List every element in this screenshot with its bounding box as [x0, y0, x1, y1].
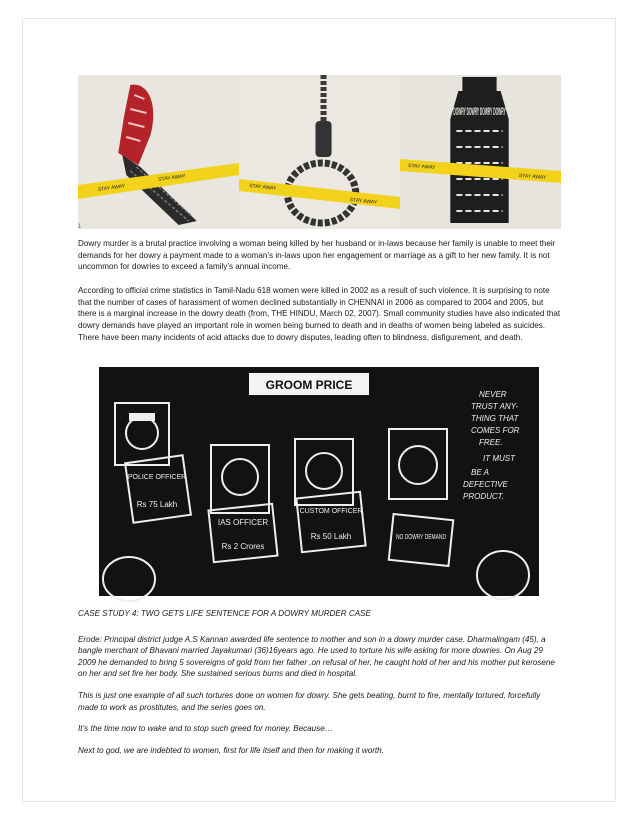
sign-line-4: COMES FOR: [471, 426, 520, 435]
tape-text-6: STAY AWAY: [518, 173, 547, 181]
sign-line-8: DEFECTIVE: [463, 480, 508, 489]
sign-line-9: PRODUCT.: [463, 492, 505, 501]
image-caption-mark: 1: [78, 224, 82, 230]
groom-price-banner: GROOM PRICE: [265, 378, 353, 392]
case-study-heading: CASE STUDY 4: TWO GETS LIFE SENTENCE FOR A DOWRY MURDER CASE: [78, 609, 371, 618]
tape-text-2: STAY AWAY: [157, 173, 186, 183]
sign-line-7: BE A: [471, 468, 489, 477]
case-study-paragraph-2: This is just one example of all such tortures done on women for dowry. She gets beating, burnt to fire, mentally tortured, forcefully made to work as prostitutes, and the series goes on.: [78, 690, 541, 712]
sign-line-3: THING THAT: [471, 414, 519, 423]
tape-text-3: STAY AWAY: [248, 183, 277, 192]
custom-officer-label: CUSTOM OFFICER: [299, 508, 363, 515]
ias-officer-label: IAS OFFICER: [217, 518, 269, 527]
case-study: [78, 608, 562, 766]
article-body: [78, 238, 562, 356]
police-officer-price: Rs 75 Lakh: [136, 500, 178, 509]
bottle-panel: [400, 75, 561, 229]
anti-dowry-banner-image: [78, 75, 561, 229]
tape-text-1: STAY AWAY: [97, 183, 126, 193]
sign-line-5: FREE.: [479, 438, 503, 447]
groom-price-illustration: [99, 367, 539, 596]
custom-officer-price: Rs 50 Lakh: [310, 532, 352, 541]
case-study-paragraph-4: Next to god, we are indebted to women, first for life itself and then for making it worth.: [78, 745, 384, 755]
statistics-paragraph: According to official crime statistics in Tamil-Nadu 618 women were killed in 2002 as a result of such violence. It is surprising to note that the number of cases of harassment of women declined substantially in CHENNAI in 2006 as compared to 2004 and 2005, but there is a marginal increase in the dowry death (from, THE HINDU, March 02, 2007). Small community studies have also indicated that dowry demands have played an important role in women being burned to death and in deaths of women being labeled as suicides. There have been many incidents of acid attacks due to dowry disputes, leading often to blindness, disfigurement, and death.: [78, 286, 561, 342]
knife-panel: [78, 75, 239, 229]
knife-illustration: [78, 75, 239, 229]
intro-paragraph: Dowry murder is a brutal practice involving a woman being killed by her husband or in-laws because her family is unable to meet their demands for her dowry a payment made to a woman’s in-laws upon her engagement or marriage as a gift to her new family. It is not uncommon for dowries to exceed a family’s annual income.: [78, 239, 556, 272]
noose-panel: [239, 75, 400, 229]
noose-illustration: [239, 75, 400, 229]
sign-line-2: TRUST ANY-: [471, 402, 519, 411]
sign-line-6: IT MUST: [483, 454, 515, 463]
bottle-text: DOWRY DOWRY DOWRY DOWRY: [453, 106, 506, 118]
bottle-illustration: [400, 75, 561, 229]
ias-officer-price: Rs 2 Crores: [221, 542, 265, 551]
sign-line-1: NEVER: [479, 390, 507, 399]
police-officer-label: POLICE OFFICER: [127, 474, 187, 481]
case-study-paragraph-1: Erode: Principal district judge A.S Kannan awarded life sentence to mother and son in a dowry murder case. Dharmalingam (45), a bangle merchant of Bhavani married Jayakumari (36)16years ago. He used to torture his wife asking for more dowries. On Aug 29 2009 he demanded to bring 5 sovereigns of gold from her father ,on refusal of her, he caught hold of her and his mother put kerosene on her and set fire her body. She sustained serious burns and died in hospital.: [78, 634, 555, 679]
case-study-paragraph-3: It’s the time now to wake and to stop such greed for money. Because…: [78, 724, 333, 734]
tape-text-4: STAY AWAY: [349, 197, 378, 206]
no-dowry-demand-label: NO DOWRY DEMAND: [396, 534, 446, 541]
tape-text-5: STAY AWAY: [407, 163, 436, 171]
groom-price-cartoon: [99, 367, 539, 596]
